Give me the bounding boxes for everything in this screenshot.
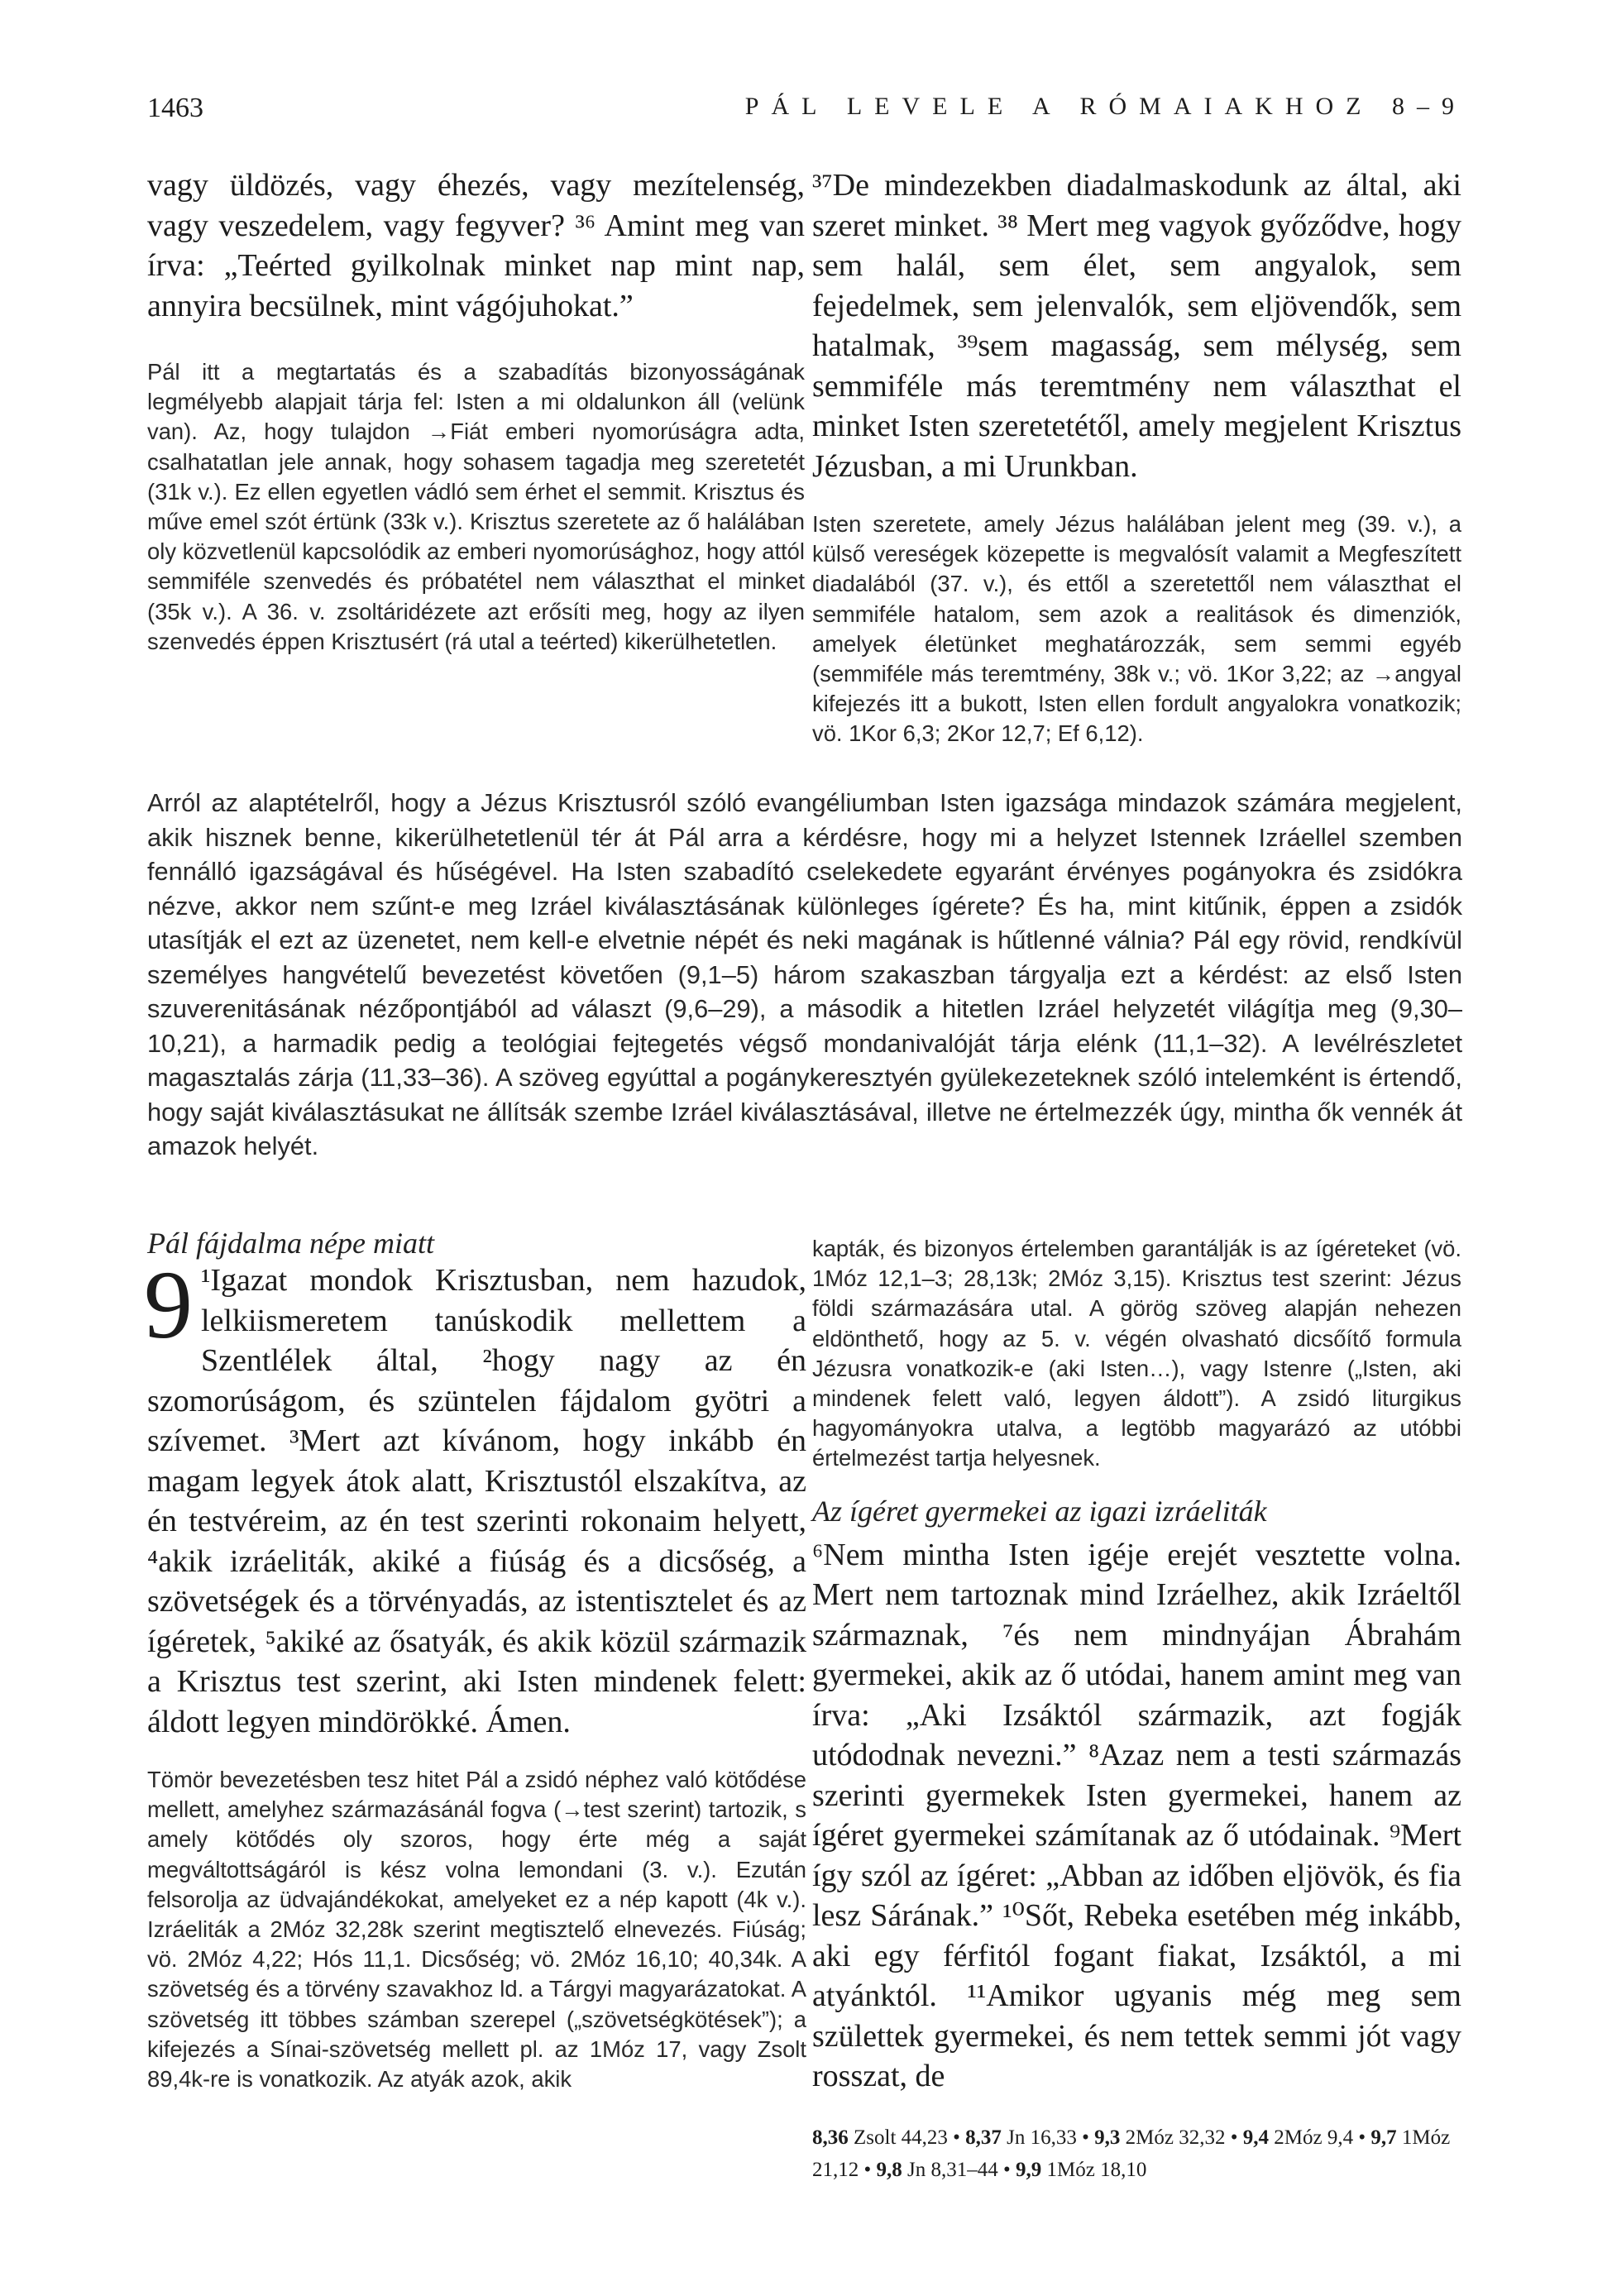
bible-text-9-1-5: ¹Igazat mondok Krisztusban, nem hazudok, lelkiismeretem tanúskodik mellettem a Szentlélek által, ²hogy nagy az én szomorúságom, és szüntelen fájdalom gyötri a szívemet. ³Mert azt kívánom, hogy inkább én magam legyek átok alatt, Krisztustól elszakítva, az én testvéreim, az én test szerinti rokonaim helyett, ⁴akik izráeliták, akiké a fiúság és a dicsőség, a szövetségek és a törvényadás, az istentisztelet és az ígéretek, ⁵akiké az ősatyák, és akik közül származik a Krisztus test szerint, aki Isten mindenek felett: áldott legyen mindörökké. Ámen. xyxy=(147,1263,806,1739)
cross-ref-separator: • xyxy=(1076,2126,1095,2149)
cross-ref-item xyxy=(1243,2126,1353,2149)
chapter-9-opening xyxy=(144,1251,806,1742)
commentary-note-9-1-5: Tömör bevezetésben tesz hitet Pál a zsidó néphez való kötődése mellett, amelyhez származásánál fogva (→test szerint) tartozik, s amely kötődés oly szoros, hogy érte még a saját megváltottságáról is kész volna lemondani (3. v.). Ezután felsorolja az üdvajándékokat, amelyeket ez a nép kapott (4k v.). Izráeliták a 2Móz 32,28k szerint megtisztelő elnevezés. Fiúság; vö. 2Móz 4,22; Hós 11,1. Dicsőség; vö. 2Móz 16,10; 40,34k. A szövetség és a törvény szavakhoz ld. a Tárgyi magyarázatokat. A szövetség itt többes számban szerepel („szövetségkötések”); a kifejezés a Sínai-szövetség mellett pl. az 1Móz 17, vagy Zsolt 89,4k-re is vonatkozik. Az atyák azok, akik xyxy=(147,1767,806,2093)
cross-ref-separator: • xyxy=(997,2158,1016,2181)
commentary-note-8-31-36: Pál itt a megtartatás és a szabadítás bizonyosságának legmélyebb alapjait tárja fel: Isten a mi oldalunkon áll (velünk van). Az, hogy tulajdon →Fiát emberi nyomorúságra adta, csalhatatlan jele annak, hogy sohasem tagadja meg szeretetét (31k v.). Ez ellen egyetlen vádló sem érhet el semmit. Krisztus és műve emel szót értünk (33k v.). Krisztus szeretete az ő halálában oly közvetlenül kapcsolódik az emberi nyomorúsághoz, hogy attól semmiféle szenvedés és próbatétel nem választhat el minket (35k v.). A 36. v. zsoltáridézete azt erősíti meg, hogy az ilyen szenvedés éppen Krisztusért (rá utal a teérted) kikerülhetetlen. xyxy=(147,359,805,654)
cross-ref-target: 1Móz 18,10 xyxy=(1041,2158,1147,2181)
cross-references xyxy=(812,2121,1461,2186)
cross-ref-item xyxy=(877,2159,998,2181)
cross-ref-item xyxy=(1016,2159,1146,2181)
cross-ref-item xyxy=(812,2126,948,2149)
bible-text-8-35-36: vagy üldözés, vagy éhezés, vagy mezítelenség, vagy veszedelem, vagy fegyver? ³⁶ Amint meg van írva: „Teérted gyilkolnak minket nap mint nap, annyira becsülnek, mint vágójuhokat.” xyxy=(147,168,805,323)
cross-ref-target: Zsolt 44,23 xyxy=(848,2126,948,2149)
cross-ref-separator: • xyxy=(1353,2126,1371,2149)
commentary-note-8-37-39: Isten szeretete, amely Jézus halálában jelent meg (39. v.), a külső vereségek közepette is megvalósít valamit a Megfeszített diadalából (37. v.), és ettől a szeretettől nem választhat el semmiféle hatalom, sem azok a realitások és dimenziók, amelyek életünket meghatározzák, sem semmi egyéb (semmiféle más teremtmény, 38k v.; vö. 1Kor 3,22; az →angyal kifejezés itt a bukott, Isten ellen fordult angyalokra vonatkozik; vö. 1Kor 6,3; 2Kor 12,7; Ef 6,12). xyxy=(812,511,1461,747)
cross-ref-target: 2Móz 9,4 xyxy=(1269,2126,1354,2149)
cross-ref-target: Jn 8,31–44 xyxy=(902,2158,998,2181)
top-left-column xyxy=(147,165,805,657)
bible-text-8-37-39: ³⁷De mindezekben diadalmaskodunk az által, aki szeret minket. ³⁸ Mert meg vagyok győződve, hogy sem halál, sem élet, sem angyalok, sem fejedelmek, sem jelenvalók, sem eljövendők, sem hatalmak, ³⁹sem magasság, sem mélység, sem semmiféle más teremtmény nem választhat el minket Isten szeretetétől, amely megjelent Krisztus Jézusban, a mi Urunkban. xyxy=(812,168,1461,484)
section-heading: Az ígéret gyermekei az igazi izráeliták xyxy=(812,1494,1267,1528)
cross-ref-target: 2Móz 32,32 xyxy=(1120,2126,1226,2149)
page-number: 1463 xyxy=(147,93,203,123)
cross-ref-separator: • xyxy=(947,2126,966,2149)
cross-ref-verse: 9,7 xyxy=(1370,2126,1397,2149)
chapter-number-dropcap: 9 xyxy=(144,1251,193,1359)
top-right-column xyxy=(812,165,1461,749)
cross-ref-verse: 8,37 xyxy=(965,2126,1002,2149)
cross-ref-item xyxy=(965,2126,1077,2149)
cross-ref-separator: • xyxy=(859,2158,877,2181)
cross-ref-verse: 9,8 xyxy=(876,2158,902,2181)
cross-ref-target: Jn 16,33 xyxy=(1001,2126,1077,2149)
bible-text-9-6-11: ⁶Nem mintha Isten igéje erejét vesztette volna. Mert nem tartoznak mind Izráelhez, akik Izráeltől származnak, ⁷és nem mindnyájan Ábrahám gyermekei, akik az ő utódai, hanem amint meg van írva: „Aki Izsáktól származik, azt fogják utódodnak nevezni.” ⁸Azaz nem a testi származás szerinti gyermekek Isten gyermekei, hanem az ígéret gyermekei számítanak az ő utódainak. ⁹Mert így szól az ígéret: „Abban az időben eljövök, és fia lesz Sárának.” ¹⁰Sőt, Rebeka esetében még inkább, aki egy férfitól fogant fiakat, Izsáktól, a mi atyánktól. ¹¹Amikor ugyanis még meg sem születtek gyermekei, és nem tettek semmi jót vagy rosszat, de xyxy=(812,1537,1461,2094)
cross-ref-separator: • xyxy=(1225,2126,1243,2149)
cross-ref-item xyxy=(1094,2126,1225,2149)
chapter-intro-paragraph: Arról az alaptételről, hogy a Jézus Krisztusról szóló evangéliumban Isten igazsága mindazok számára megjelent, akik hisznek benne, kikerülhetetlenül tér át Pál arra a kérdésre, hogy mi a helyzet Istennek Izráellel szemben fennálló igazságával és hűségével. Ha Isten szabadító cselekedete egyaránt érvényes pogányokra és zsidókra nézve, akkor nem szűnt-e meg Izráel kiválasztásának különleges ígérete? És ha, mint kitűnik, éppen a zsidók utasítják el ezt az üzenetet, nem kell-e elvetnie népét és neki magának is hűtlenné válnia? Pál egy rövid, rendkívül személyes hangvételű bevezetést követően (9,1–5) három szakaszban tárgyalja ezt a kérdést: az első Isten szuverenitásának nézőpontjából ad választ (9,6–29), a második a hitetlen Izráel helyzetét világítja meg (9,30–10,21), a harmadik pedig a teológiai fejtegetés végső mondanivalóját tárja elénk (11,1–32). A levélrészletet magasztalás zárja (11,33–36). A szöveg egyúttal a pogánykeresztyén gyülekezeteknek szóló intelemként is értendő, hogy saját kiválasztásukat ne állítsák szembe Izráel kiválasztásával, illetve ne értelmezzék úgy, mintha ők vennék át amazok helyét. xyxy=(147,788,1462,1160)
running-head: PÁL LEVELE A RÓMAIAKHOZ 8–9 xyxy=(744,93,1466,120)
cross-ref-target: 1Móz 21,12 xyxy=(812,2126,1451,2181)
cross-ref-verse: 9,4 xyxy=(1242,2126,1270,2149)
cross-ref-verse: 8,36 xyxy=(812,2126,849,2149)
bottom-right-column xyxy=(812,1234,1461,2186)
commentary-note-continued: kapták, és bizonyos értelemben garantálják is az ígéreteket (vö. 1Móz 12,1–3; 28,13k; 2Móz 3,15). Krisztus test szerint: Jézus földi származására utal. A görög szöveg alapján nehezen eldönthető, hogy az 5. v. végén olvasható dicsőítő formula Jézusra vonatkozik-e (aki Isten…), vagy Istenre („Isten, aki mindenek felett való, legyen áldott”). A zsidó liturgikus hagyományokra utalva, a legtöbb magyarázó az utóbbi értelmezést tartja helyesnek. xyxy=(812,1236,1461,1471)
cross-ref-verse: 9,3 xyxy=(1094,2126,1121,2149)
section-heading: Pál fájdalma népe miatt xyxy=(147,1227,434,1260)
bottom-left-column xyxy=(144,1226,806,2094)
cross-ref-verse: 9,9 xyxy=(1016,2158,1042,2181)
